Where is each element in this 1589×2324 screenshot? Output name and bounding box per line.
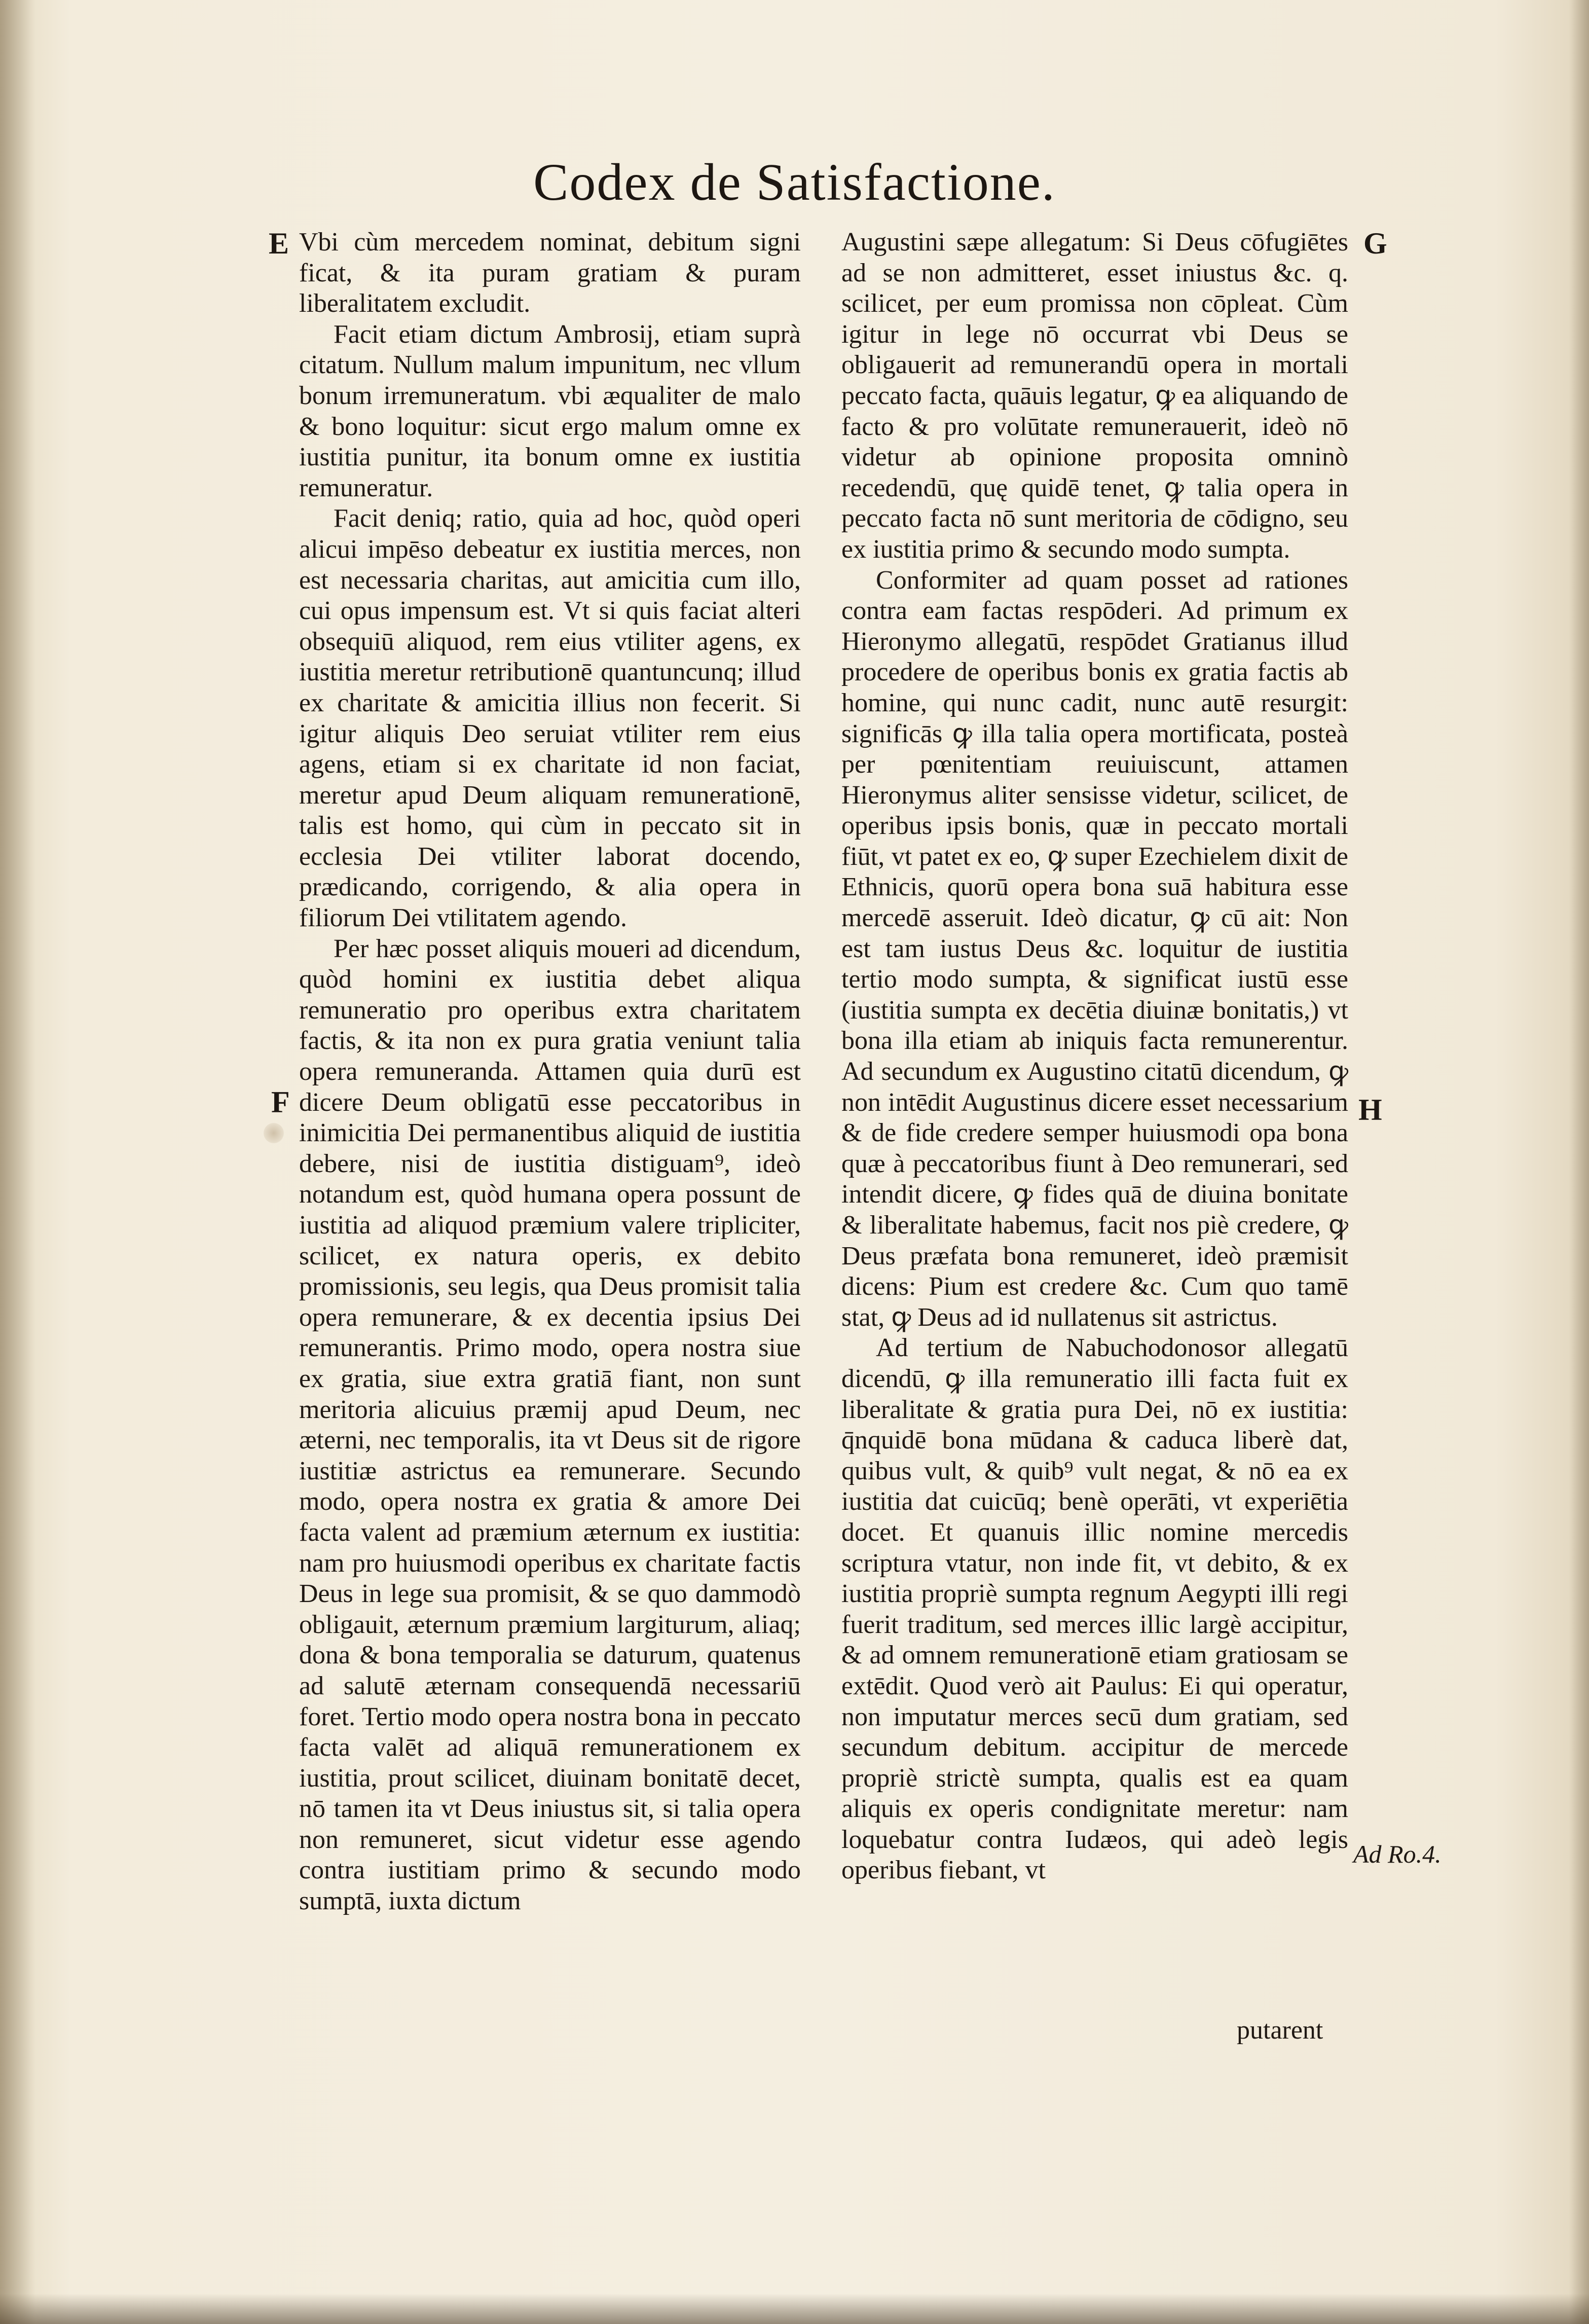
paragraph: Conformiter ad quam posset ad rationes contra eam factas respōderi. Ad primum ex Hieronymo allegatū, respōdet Gratianus illud procedere de operibus bonis ex gratia factis ab homine, qui nunc cadit, nunc autē resurgit: significās ꝙ illa talia opera mortificata, posteà per pœnitentiam reuiuiscunt, attamen Hieronymus aliter sensisse videtur, scilicet, de operibus ipsis bonis, quæ in peccato mortali fiūt, vt patet ex eo, ꝙ super Ezechielem dixit de Ethnicis, quorū opera bona suā habitura esse mercedē asseruit. Ideò dicatur, ꝙ cū ait: Non est tam iustus Deus &c. loquitur de iustitia tertio modo sumpta, & significat iustū esse (iustitia sumpta ex decētia diuinæ bonitatis,) vt bona illa etiam ab iniquis facta remunerentur. Ad secundum ex Augustino citatū dicendum, ꝙ non intēdit Augustinus dicere esset necessarium & de fide credere semper huiusmodi opa bona quæ à peccatoribus fiunt à Deo remunerari, sed intendit dicere, ꝙ fides quā de diuina bonitate & liberalitate habemus, facit nos piè credere, ꝙ Deus præfata bona remuneret, ideò præmisit dicens: Pium est credere &c. Cum quo tamē stat, ꝙ Deus ad id nullatenus sit astrictus. xyxy=(841,565,1348,1332)
paper-blemish xyxy=(264,1123,284,1143)
paragraph: Per hæc posset aliquis moueri ad dicendum, quòd homini ex iustitia debet aliqua remuneratio pro operibus extra charitatem factis, & ita non ex pura gratia veniunt talia opera remuneranda. Attamen quia durū est dicere Deum obligatū esse peccatoribus in inimicitia Dei permanentibus aliquid de iustitia debere, nisi de iustitia distiguam⁹, ideò notandum est, quòd humana opera possunt de iustitia ad aliquod præmium valere tripliciter, scilicet, ex natura operis, ex debito promissionis, seu legis, qua Deus promisit talia opera remunerare, & ex decentia ipsius Dei remunerantis. Primo modo, opera nostra siue ex gratia, siue extra gratiā fiant, non sunt meritoria alicuius præmij apud Deum, nec æterni, nec temporalis, ita vt Deus sit de rigore iustitiæ astrictus ea remunerare. Secundo modo, opera nostra ex gratia & amore Dei facta valent ad præmium æternum ex iustitia: nam pro huiusmodi operibus ex charitate factis Deus in lege sua promisit, & se quo dammodò obligauit, æternum præmium largiturum, aliaq; dona & bona temporalia se daturum, quatenus ad salutē æternam consequendā necessariū foret. Tertio modo opera nostra bona in peccato facta valēt ad aliquā remunerationem ex iustitia, prout scilicet, diuinam bonitatē decet, nō tamen ita vt Deus iniustus sit, si talia opera non remuneret, sicut videtur esse agendo contra iustitiam primo & secundo modo sumptā, iuxta dictum xyxy=(299,934,801,1916)
margin-letter-e: E xyxy=(269,227,289,260)
page-edge xyxy=(1569,0,1589,2324)
paragraph: Augustini sæpe allegatum: Si Deus cōfugiētes ad se non admitteret, esset iniustus &c. q. scilicet, per eum promissa non cōpleat. Cùm igitur in lege nō occurrat vbi Deus se obligauerit ad remunerandū opera in mortali peccato facta, quāuis legatur, ꝙ ea aliquando de facto & pro volūtate remunerauerit, ideò nō videtur ab opinione proposita omninò recedendū, quę quidē tenet, ꝙ talia opera in peccato facta nō sunt meritoria de cōdigno, seu ex iustitia primo & secundo modo sumpta. xyxy=(841,228,1348,564)
page-bottom-edge xyxy=(0,2294,1589,2324)
margin-letter-f: F xyxy=(271,1085,290,1119)
margin-note: Ad Ro.4. xyxy=(1353,1840,1442,1868)
paragraph: Ad tertium de Nabuchodonosor allegatū dicendū, ꝙ illa remuneratio illi facta fuit ex liberalitate & gratia pura Dei, nō ex iustitia: q̄nquidē bona mūdana & caduca liberè dat, quibus vult, & quib⁹ vult negat, & nō ea ex iustitia dat cuicūq; benè operāti, vt experiētia docet. Et quanuis illic nomine mercedis scriptura vtatur, non inde fit, vt debito, & ex iustitia propriè sumpta regnum Aegypti illi regi fuerit traditum, sed merces illic largè accipitur, & ad omnem remunerationē etiam gratiosam se extēdit. Quod verò ait Paulus: Ei qui operatur, non imputatur merces secū dum gratiam, sed secundum debitum. accipitur de mercede propriè strictè sumpta, qualis est ea quam aliquis ex operis condignitate meretur: nam loquebatur contra Iudæos, qui adeò legis operibus fiebant, vt xyxy=(841,1333,1348,1885)
left-column xyxy=(299,227,801,1917)
right-column xyxy=(841,227,1348,1886)
paragraph: Vbi cùm mercedem nominat, debitum signi ficat, & ita puram gratiam & puram liberalitatem excludit. xyxy=(299,228,801,318)
gutter-shadow xyxy=(0,0,35,2324)
margin-letter-h: H xyxy=(1358,1093,1382,1127)
paragraph: Facit etiam dictum Ambrosij, etiam suprà citatum. Nullum malum impunitum, nec vllum bonum irremuneratum. vbi æqualiter de malo & bono loquitur: sicut ergo malum omne ex iustitia punitur, ita bonum omne ex iustitia remuneratur. xyxy=(299,319,801,502)
running-head: Codex de Satisfactione. xyxy=(533,153,1056,211)
catchword: putarent xyxy=(1237,2016,1323,2045)
paragraph: Facit deniq; ratio, quia ad hoc, quòd operi alicui impēso debeatur ex iustitia merces, non est necessaria charitas, aut amicitia cum illo, cui opus impensum est. Vt si quis faciat alteri obsequiū aliquod, rem eius vtiliter agens, ex iustitia meretur retributionē quantuncunq; illud ex charitate & amicitia illius non fecerit. Si igitur aliquis Deo seruiat vtiliter rem eius agens, etiam si ex charitate id non faciat, meretur apud Deum aliquam remunerationē, talis est homo, qui cùm in peccato sit in ecclesia Dei vtiliter laborat docendo, prædicando, corrigendo, & alia opera in filiorum Dei vtilitatem agendo. xyxy=(299,504,801,933)
margin-letter-g: G xyxy=(1363,227,1387,260)
